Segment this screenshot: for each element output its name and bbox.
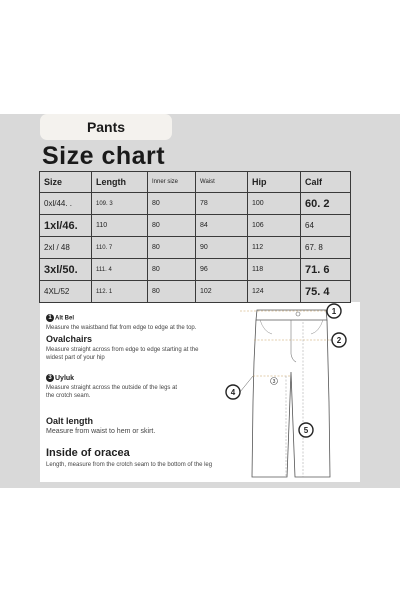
svg-text:2: 2 [336, 336, 342, 345]
svg-text:5: 5 [303, 426, 309, 435]
guide-step-hip [46, 334, 198, 362]
table-cell: 80 [148, 281, 196, 303]
step-title: Uyluk [55, 374, 75, 382]
table-row [40, 259, 351, 281]
table-cell: 80 [148, 259, 196, 281]
table-cell: 2xl / 48 [40, 237, 92, 259]
marker-5-icon [299, 423, 313, 437]
table-cell: 71. 6 [301, 259, 351, 281]
table-cell: 111. 4 [92, 259, 148, 281]
column-header-waist: Waist [196, 172, 248, 193]
step-title: Alt Bel [55, 315, 75, 322]
button-icon [296, 312, 300, 316]
table-cell: 102 [196, 281, 248, 303]
table-cell: 0xl/44. . [40, 193, 92, 215]
table-cell: 110 [92, 215, 148, 237]
table-cell: 118 [248, 259, 301, 281]
svg-text:4: 4 [230, 388, 236, 397]
column-header-hip: Hip [248, 172, 301, 193]
step-description [46, 384, 177, 400]
category-tag [40, 114, 172, 140]
step-number-badge: 1 [46, 314, 54, 322]
right-pocket [311, 320, 323, 334]
step-title: Ovalchairs [46, 334, 93, 344]
table-cell: 90 [196, 237, 248, 259]
callout-3-label: 3 [272, 379, 276, 385]
step-description: Measure the waistband flat from edge to edge at the top. [46, 325, 197, 331]
table-cell: 124 [248, 281, 301, 303]
guide-step-length [46, 416, 155, 436]
table-cell: 67. 8 [301, 237, 351, 259]
step-title: Inside of oracea [46, 447, 130, 459]
marker-4-icon [226, 385, 240, 399]
step-description-line: Measure straight across from edge to edge starting at the [46, 347, 199, 353]
table-cell: 1xl/46. [40, 215, 92, 237]
marker-4-pointer [240, 376, 253, 392]
table-cell: 106 [248, 215, 301, 237]
table-cell: 80 [148, 215, 196, 237]
guide-step-thigh [46, 374, 177, 400]
table-cell: 60. 2 [301, 193, 351, 215]
table-cell: 4XL/52 [40, 281, 92, 303]
waistband-outline [256, 310, 327, 320]
guide-step-waist [46, 314, 196, 332]
table-cell: 109. 3 [92, 193, 148, 215]
pants-diagram [230, 302, 360, 482]
guide-step-inseam [46, 447, 212, 469]
table-cell: 78 [196, 193, 248, 215]
table-row [40, 281, 351, 303]
svg-text:1: 1 [331, 307, 337, 316]
step-description [46, 346, 198, 362]
table-cell: 80 [148, 193, 196, 215]
step-description-line: the crotch seam. [46, 393, 91, 399]
table-cell: 96 [196, 259, 248, 281]
size-table [39, 171, 351, 303]
table-cell: 3xl/50. [40, 259, 92, 281]
column-header-length: Length [92, 172, 148, 193]
step-title: Oalt length [46, 416, 93, 426]
table-row [40, 193, 351, 215]
step-description: Length, measure from the crotch seam to the bottom of the leg [46, 462, 213, 468]
marker-1-icon [327, 304, 341, 318]
step-description: Measure from waist to hem or skirt. [46, 428, 156, 435]
category-label: Pants [86, 119, 126, 135]
page-title: Size chart [42, 142, 166, 170]
step-description-line: Measure straight across the outside of the legs at [46, 385, 178, 391]
table-row [40, 237, 351, 259]
table-cell: 112 [248, 237, 301, 259]
marker-2-icon [332, 333, 346, 347]
table-cell: 80 [148, 237, 196, 259]
table-cell: 110. 7 [92, 237, 148, 259]
column-header-calf: Calf [301, 172, 351, 193]
table-cell: 100 [248, 193, 301, 215]
table-cell: 75. 4 [301, 281, 351, 303]
table-row [40, 215, 351, 237]
column-header-size: Size [40, 172, 92, 193]
table-cell: 112. 1 [92, 281, 148, 303]
left-pocket [260, 320, 272, 334]
table-cell: 64 [301, 215, 351, 237]
step-number-badge: 3 [46, 374, 54, 382]
table-header-row [40, 172, 351, 193]
column-header-inner-size: Inner size [148, 172, 196, 193]
fly-seam [291, 320, 296, 362]
table-cell: 84 [196, 215, 248, 237]
step-description-line: widest part of your hip [46, 355, 105, 361]
